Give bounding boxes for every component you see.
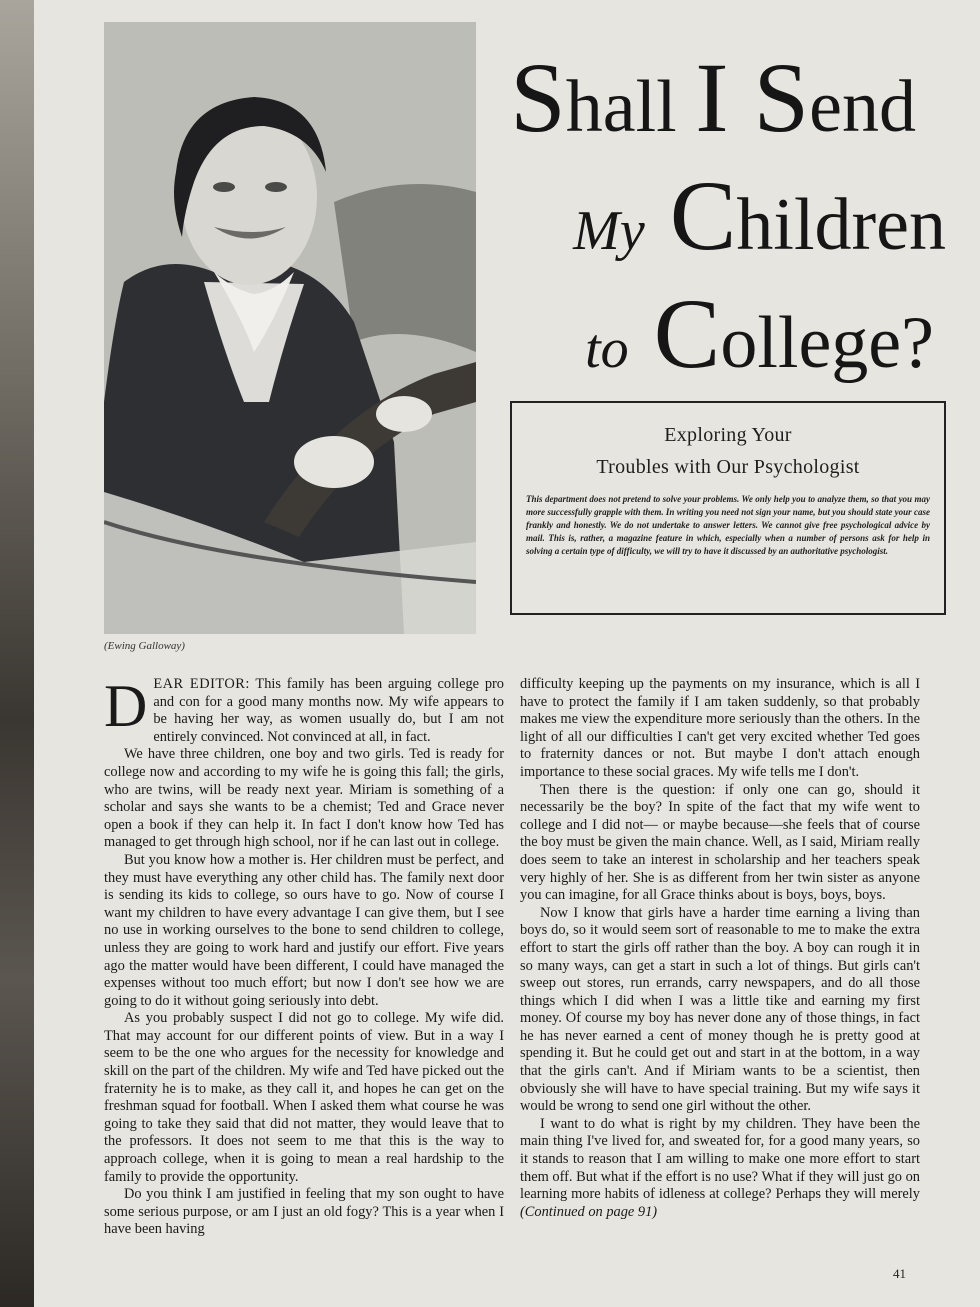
salutation: EAR EDITOR:	[153, 676, 250, 692]
headline-line-1	[456, 42, 956, 153]
paragraph-6: difficulty keeping up the payments on my insurance, which is all I have to protect the family if I am taken suddenly, so that probably makes me view the expenditure more seriously than the others. In the light of all our difficulties I can't get very excited whether Ted goes to fraternity dances or not. But maybe I don't attach enough importance to these social graces. My wife tells me I don't.	[520, 676, 920, 780]
box-title-line-1: Exploring Your	[664, 424, 792, 446]
box-title-line-2: Troubles with Our Psychologist	[596, 456, 860, 478]
headline-line-3	[456, 278, 956, 389]
photo-credit: (Ewing Galloway)	[104, 640, 185, 652]
paragraph-9	[520, 1116, 920, 1222]
magazine-page	[34, 0, 980, 1307]
headline-word-to: to	[585, 318, 629, 380]
paragraph-4: As you probably suspect I did not go to college. My wife did. That may account for our different points of view. But in a way I seem to be the one who argues for the necessity for knowledge and skill on the part of the children. My wife and Ted have picked out the fraternity he is to make, as they call it, and hopes he can get on the freshman squad for football. When I asked them what course he was going to take they said that did not matter, they would leave that to the professors. It does not seem to me that this is the way to approach college, when it is going to mean a real hardship to the family to provide the opportunity.	[104, 1010, 504, 1185]
paragraph-8: Now I know that girls have a harder time earning a living than boys do, so it would seem sort of reasonable to me to make the extra effort to start the girls off rather than the boy. A boy can rough it in so many ways, can get a start in such a lot of things. But girls can't sweep out stores, run errands, carry newspapers, and do all those things which I did when I was a little tike and earning my first money. Of course my boy has never done any of those things, in fact he has never earned a cent of money though he is pretty good at spending it. But he could get out and start in at the bottom, in a way that the girls can't. And if Miriam wants to be a scientist, then obviously she will have to have special training. But my wife says it would be wrong to send one girl without the other.	[520, 904, 920, 1115]
continued-note: (Continued on page 91)	[520, 1203, 658, 1220]
headline-letter-c: C	[644, 160, 737, 271]
drop-cap: D	[104, 673, 148, 739]
paragraph-9-text: I want to do what is right by my children. They have been the main thing I've lived for, and sweated for, for a good many years, so it stands to reason that I am willing to make one more effort to start them off. But what if the effort is no use? What if they will just go on learning more habits of idleness at college? Perhaps they will merely	[520, 1115, 920, 1203]
headline-word-i: I	[695, 42, 729, 153]
headline-word-end: end	[809, 66, 916, 148]
headline-word-my: My	[573, 200, 645, 262]
paragraph-3: But you know how a mother is. Her children must be perfect, and they must have everything any other child has. The family next door is sending its kids to college, so ours have to go. Now of course I want my children to have every advantage I can give them, but I see no use in working ourselves to the bone to send children to college, unless they are going to work hard and justify our effort. Five years ago the matter would have been different, I could have managed the expenses without too much effort; but now I don't see how we are going to do it without going seriously into debt.	[104, 851, 504, 1009]
headline-letter-c2: C	[628, 278, 721, 389]
article-column-left	[104, 673, 505, 1239]
article-headline	[456, 38, 956, 389]
paragraph-1	[104, 673, 505, 746]
department-box	[510, 401, 946, 615]
paragraph-5: Do you think I am justified in feeling that my son ought to have some serious purpose, or am I just an old fogy? This is a year when I have been having	[104, 1186, 504, 1238]
paragraph-7: Then there is the question: if only one can go, should it necessarily be the boy? In spite of the fact that my wife went to college and I did not— or maybe because—she feels that of course the boy must be given the main chance. Well, as I said, Miriam really does seem to take an interest in scholarship and her teachers speak very highly of her. She is as different from her twin sister as anyone you can imagine, for all Grace thinks about is boys, boys, boys.	[520, 781, 920, 904]
headline-letter-s2: S	[728, 42, 810, 153]
paragraph-1-text: This family has been arguing college pro and con for a good many months now. My wife appears to be having her way, as women usually do, but I am not entirely convinced. Not convinced at all, in fact.	[153, 676, 505, 745]
article-column-right	[520, 676, 920, 1221]
headline-line-2	[456, 160, 956, 271]
headline-letter-s: S	[510, 42, 566, 153]
woman-driving-photo	[104, 22, 476, 634]
headline-word-hall: hall	[565, 66, 696, 148]
headline-word-hildren: hildren	[736, 184, 946, 266]
photo-illustration	[104, 22, 476, 634]
box-disclaimer: This department does not pretend to solve your problems. We only help you to analyze them, so that you may more successfully grapple with them. In writing you need not sign your name, but you should state your case frankly and honestly. We do not undertake to answer letters. We cannot give free psychological advice by mail. This is, rather, a magazine feature in which, especially when a number of persons ask for help in solving a certain type of difficulty, we will try to have it discussed by an authoritative psychologist.	[526, 494, 930, 556]
page-number: 41	[893, 1266, 906, 1281]
headline-word-ollege: ollege?	[720, 302, 934, 384]
paragraph-2: We have three children, one boy and two girls. Ted is ready for college now and according to my wife he is going this fall; the girls, who are twins, will be ready next year. Miriam is something of a scholar and says she wants to be a chemist; Ted and Grace never open a book if they can help it. In fact I don't know how Ted has managed to get through high school, nor if he can last out in college.	[104, 746, 504, 851]
